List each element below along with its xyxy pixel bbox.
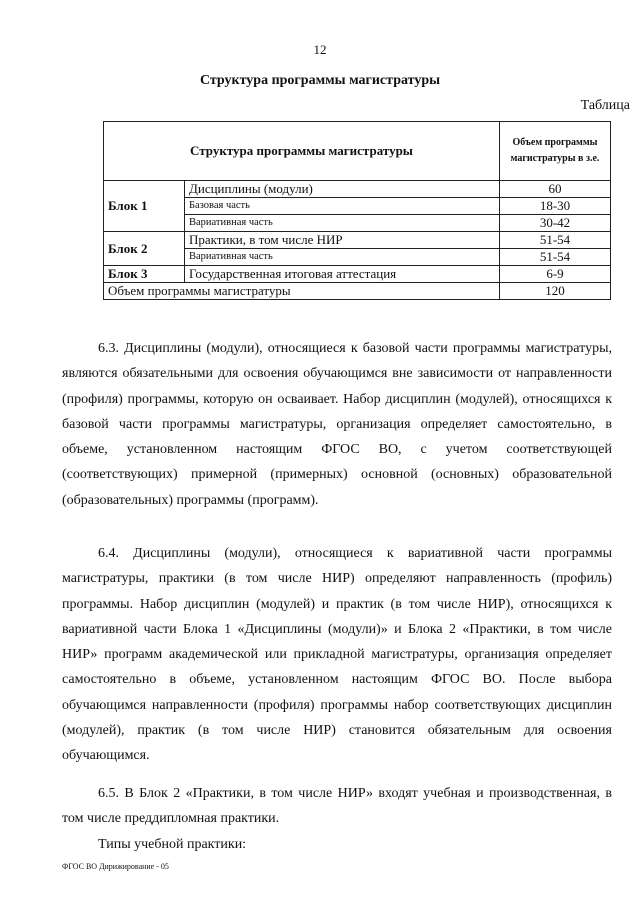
total-value: 120 [500, 283, 611, 300]
row-value: 51-54 [500, 249, 611, 266]
block-2-cell: Блок 2 [104, 232, 185, 266]
row-name: Практики, в том числе НИР [185, 232, 500, 249]
row-name: Вариативная часть [185, 249, 500, 266]
document-title: Структура программы магистратуры [199, 73, 441, 88]
row-value: 60 [500, 181, 611, 198]
page-number: 12 [313, 42, 327, 57]
table-header-volume: Объем программы магистратуры в з.е. [500, 122, 611, 181]
table-header-structure: Структура программы магистратуры [104, 122, 500, 181]
row-value: 51-54 [500, 232, 611, 249]
paragraph-6-3: 6.3. Дисциплины (модули), относящиеся к базовой части программы магистратуры, являются обязательными для освоения обучающимся вне зависимости от направленности (профиля) программы, которую он осваивает. Набор дисциплин (модулей), относящихся к базовой части программы магистратуры, организация определяет самостоятельно, в объеме, установленном настоящим ФГОС ВО, с учетом соответствующей (соответствующих) примерной (примерных) основной (основных) образовательной (образовательных) программы (программ). [62, 341, 612, 508]
total-label: Объем программы магистратуры [104, 283, 500, 300]
paragraph-6-5: 6.5. В Блок 2 «Практики, в том числе НИР» входят учебная и производственная, в том числе преддипломная практики. [62, 786, 612, 827]
row-value: 18-30 [500, 198, 611, 215]
row-name: Государственная итоговая аттестация [185, 266, 500, 283]
table-row [104, 232, 611, 249]
paragraph-practice-types: Типы учебной практики: [98, 837, 247, 852]
row-name: Базовая часть [185, 198, 500, 215]
row-name: Вариативная часть [185, 215, 500, 232]
structure-table [103, 121, 611, 300]
table-total-row [104, 283, 611, 300]
table-row [104, 266, 611, 283]
table-label: Таблица [580, 98, 630, 113]
page-footer: ФГОС ВО Дирижирование - 05 [62, 862, 169, 871]
row-name: Дисциплины (модули) [185, 181, 500, 198]
table-header-row [104, 122, 611, 181]
paragraph-6-4: 6.4. Дисциплины (модули), относящиеся к вариативной части программы магистратуры, практики (в том числе НИР) определяют направленность (профиль) программы. Набор дисциплин (модулей) и практик (в том числе НИР), относящихся к вариативной части Блока 1 «Дисциплины (модули)» и Блока 2 «Практики, в том числе НИР» программ академической или прикладной магистратуры, организация определяет самостоятельно в объеме, установленном настоящим ФГОС ВО. После выбора обучающимся направленности (профиля) программы набор соответствующих дисциплин (модулей), практик (в том числе НИР) становится обязательным для освоения обучающимся. [62, 546, 612, 764]
table-row [104, 181, 611, 198]
row-value: 30-42 [500, 215, 611, 232]
block-3-cell: Блок 3 [104, 266, 185, 283]
block-1-cell: Блок 1 [104, 181, 185, 232]
row-value: 6-9 [500, 266, 611, 283]
